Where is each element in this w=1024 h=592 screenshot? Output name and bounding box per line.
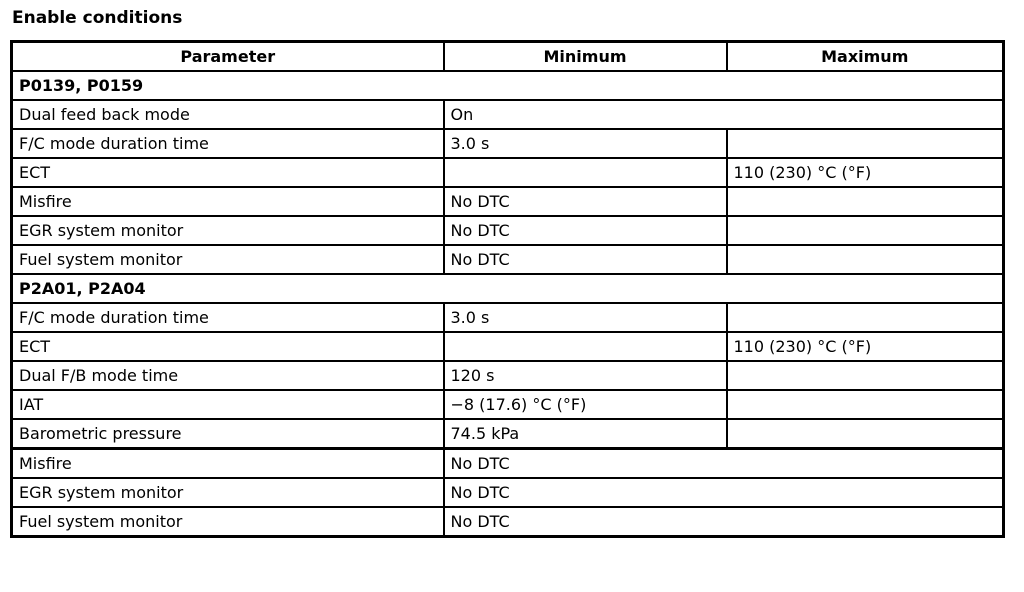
maximum-cell (727, 245, 1004, 274)
parameter-cell: ECT (12, 158, 444, 187)
section-heading-row (12, 274, 1004, 303)
parameter-cell: Barometric pressure (12, 419, 444, 449)
maximum-cell (727, 303, 1004, 332)
minimum-cell: 3.0 s (444, 303, 727, 332)
parameter-cell: Dual F/B mode time (12, 361, 444, 390)
header-row (12, 42, 1004, 72)
parameter-cell: Misfire (12, 449, 444, 479)
minimum-cell (444, 332, 727, 361)
section-heading: P0139, P0159 (12, 71, 1004, 100)
minimum-cell: No DTC (444, 245, 727, 274)
parameter-cell: F/C mode duration time (12, 129, 444, 158)
table-row (12, 216, 1004, 245)
table-row (12, 187, 1004, 216)
minimum-cell: 3.0 s (444, 129, 727, 158)
minimum-cell: On (444, 100, 1004, 129)
minimum-cell: No DTC (444, 507, 1004, 537)
maximum-cell: 110 (230) °C (°F) (727, 332, 1004, 361)
parameter-cell: Fuel system monitor (12, 507, 444, 537)
header-maximum: Maximum (727, 42, 1004, 72)
table-row (12, 507, 1004, 537)
table-row (12, 303, 1004, 332)
maximum-cell (727, 129, 1004, 158)
parameter-cell: IAT (12, 390, 444, 419)
maximum-cell (727, 419, 1004, 449)
parameter-cell: Fuel system monitor (12, 245, 444, 274)
parameter-cell: F/C mode duration time (12, 303, 444, 332)
maximum-cell (727, 390, 1004, 419)
parameter-cell: EGR system monitor (12, 478, 444, 507)
table-row (12, 419, 1004, 449)
maximum-cell (727, 361, 1004, 390)
minimum-cell: 74.5 kPa (444, 419, 727, 449)
parameter-cell: Dual feed back mode (12, 100, 444, 129)
table-row (12, 100, 1004, 129)
table-row (12, 361, 1004, 390)
header-minimum: Minimum (444, 42, 727, 72)
table-row (12, 332, 1004, 361)
minimum-cell: No DTC (444, 187, 727, 216)
header-parameter: Parameter (12, 42, 444, 72)
table-row (12, 158, 1004, 187)
minimum-cell: 120 s (444, 361, 727, 390)
table-row (12, 449, 1004, 479)
maximum-cell (727, 187, 1004, 216)
parameter-cell: EGR system monitor (12, 216, 444, 245)
parameter-cell: Misfire (12, 187, 444, 216)
section-heading-row (12, 71, 1004, 100)
enable-conditions-table (10, 40, 1005, 538)
page-title: Enable conditions (12, 8, 183, 28)
minimum-cell: No DTC (444, 478, 1004, 507)
minimum-cell: No DTC (444, 449, 1004, 479)
maximum-cell (727, 216, 1004, 245)
minimum-cell (444, 158, 727, 187)
table-row (12, 245, 1004, 274)
section-heading: P2A01, P2A04 (12, 274, 1004, 303)
table-row (12, 390, 1004, 419)
maximum-cell: 110 (230) °C (°F) (727, 158, 1004, 187)
parameter-cell: ECT (12, 332, 444, 361)
minimum-cell: No DTC (444, 216, 727, 245)
minimum-cell: −8 (17.6) °C (°F) (444, 390, 727, 419)
table-row (12, 129, 1004, 158)
table-row (12, 478, 1004, 507)
